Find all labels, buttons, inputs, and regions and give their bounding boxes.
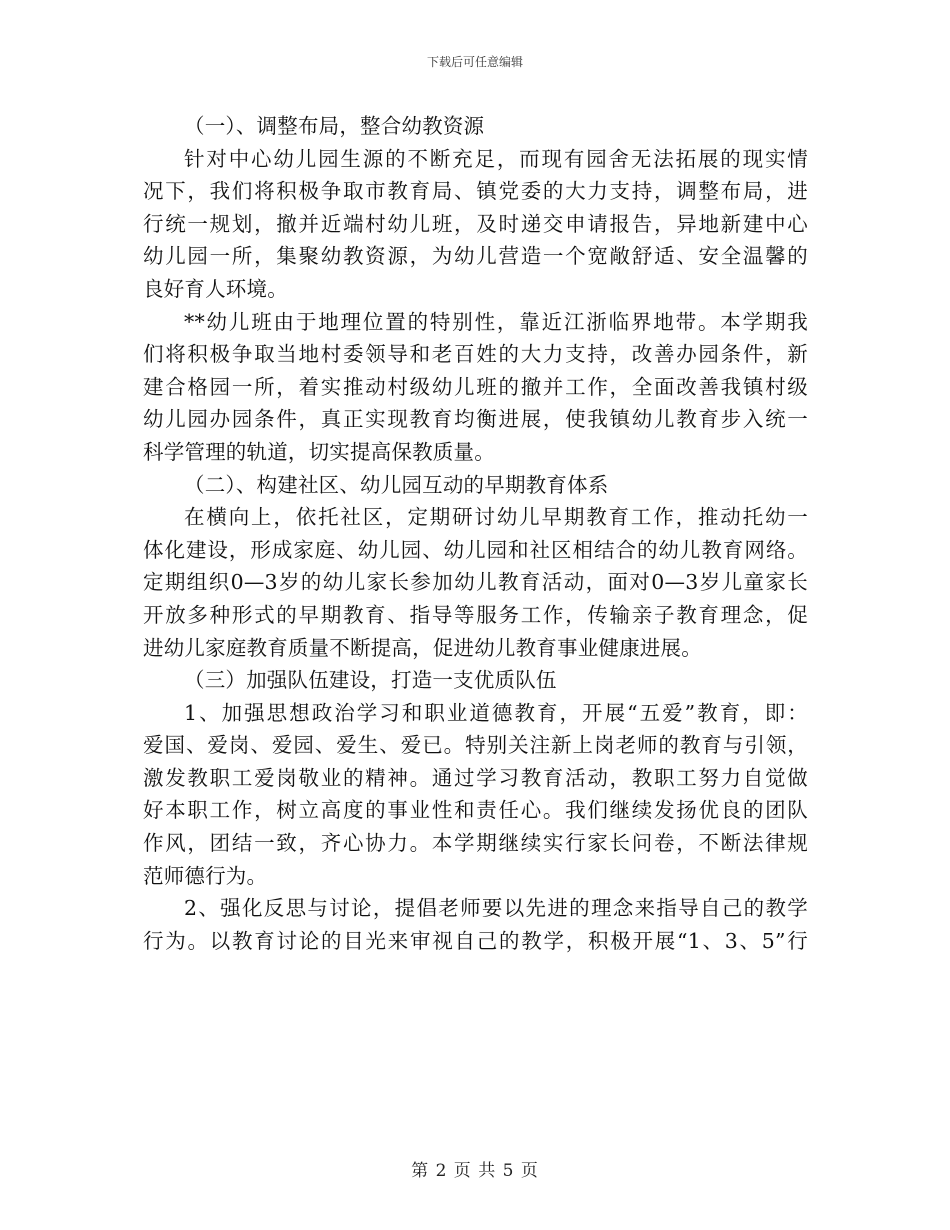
paragraph-line: 建合格园一所，着实推动村级幼儿班的撤并工作，全面改善我镇村级 [143,374,808,399]
paragraph-line: 范师德行为。 [143,863,268,888]
paragraph-line: 在横向上，依托社区，定期研讨幼儿早期教育工作，推动托幼一 [184,505,808,530]
paragraph-line: 开放多种形式的早期教育、指导等服务工作，传输亲子教育理念，促 [143,602,808,627]
paragraph-line: 2、强化反思与讨论，提倡老师要以先进的理念来指导自己的教学 [184,896,808,921]
paragraph-line: 况下，我们将积极争取市教育局、镇党委的大力支持，调整布局，进 [143,179,808,204]
paragraph-line: 幼儿园一所，集聚幼教资源，为幼儿营造一个宽敞舒适、安全温馨的 [143,244,808,269]
page-number-footer: 第 2 页 共 5 页 [411,1161,539,1181]
paragraph-line: 们将积极争取当地村委领导和老百姓的大力支持，改善办园条件，新 [143,342,808,367]
paragraph-line: 科学管理的轨道，切实提高保教质量。 [143,439,495,464]
paragraph-line: 作风，团结一致，齐心协力。本学期继续实行家长问卷，不断法律规 [143,831,808,856]
paragraph-line: **幼儿班由于地理位置的特别性，靠近江浙临界地带。本学期我 [184,309,808,334]
section-heading-1: （一）、调整布局，整合幼教资源 [184,114,485,138]
paragraph-line: 良好育人环境。 [143,276,288,301]
paragraph-line: 定期组织0—3岁的幼儿家长参加幼儿教育活动，面对0—3岁儿童家长 [143,570,808,595]
paragraph-line: 幼儿园办园条件，真正实现教育均衡进展，使我镇幼儿教育步入统一 [143,407,808,432]
paragraph-line: 激发教职工爱岗敬业的精神。通过学习教育活动，教职工努力自觉做 [143,765,808,790]
paragraph-line: 好本职工作，树立高度的事业性和责任心。我们继续发扬优良的团队 [143,798,808,823]
page-header: 下载后可任意编辑 [426,55,523,69]
section-heading-2: （二）、构建社区、幼儿园互动的早期教育体系 [184,472,609,497]
paragraph-line: 爱国、爱岗、爱园、爱生、爱已。特别关注新上岗老师的教育与引领， [143,733,808,758]
paragraph-line: 行为。以教育讨论的目光来审视自己的教学，积极开展“1、3、5”行 [143,928,808,953]
paragraph-line: 体化建设，形成家庭、幼儿园、幼儿园和社区相结合的幼儿教育网络。 [143,537,808,562]
paragraph-line: 行统一规划，撤并近端村幼儿班，及时递交申请报告，异地新建中心 [143,211,808,236]
section-heading-3: （三）加强队伍建设，打造一支优质队伍 [184,668,557,693]
paragraph-line: 1、加强思想政治学习和职业道德教育，开展“五爱”教育，即： [184,700,808,725]
paragraph-line: 针对中心幼儿园生源的不断充足，而现有园舍无法拓展的现实情 [184,146,808,171]
paragraph-line: 进幼儿家庭教育质量不断提高，促进幼儿教育事业健康进展。 [143,635,702,660]
document-body [143,110,808,957]
